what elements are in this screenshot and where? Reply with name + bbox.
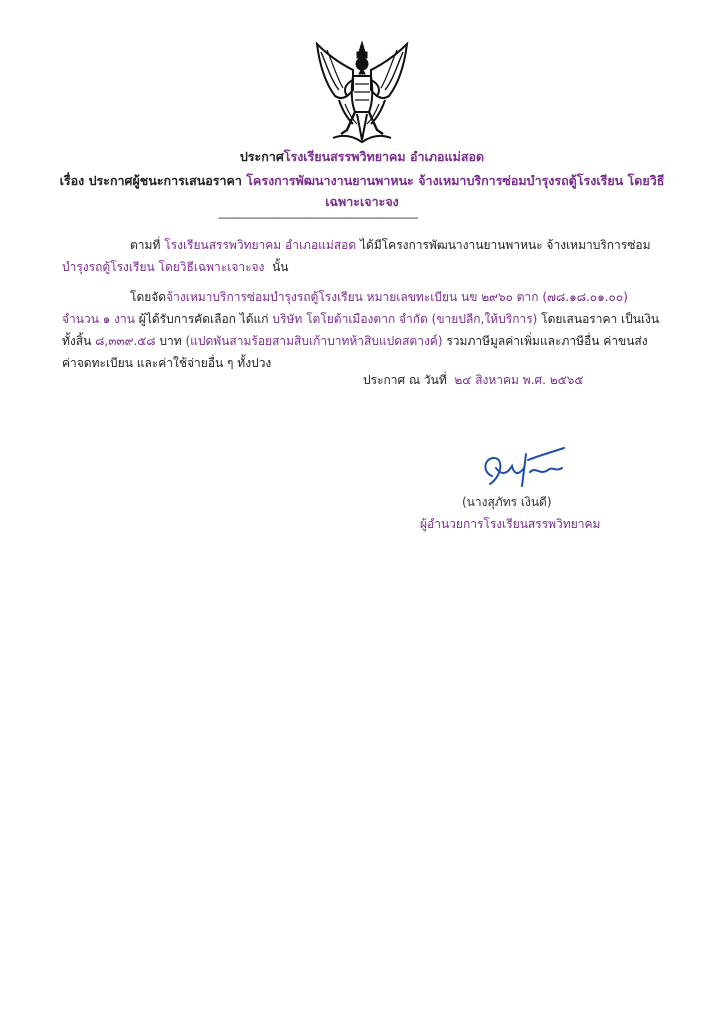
para2-quantity: จำนวน ๑ งาน: [62, 312, 135, 326]
para2-item: จ้างเหมาบริการซ่อมบำรุงรถตู้โรงเรียน หมายเลขทะเบียน นข ๒๙๖๐ ตาก (๗๘.๑๘.๐๑.๐๐): [166, 290, 628, 304]
para2-price-label: โดยเสนอราคา เป็นเงินทั้งสิ้น: [62, 312, 660, 348]
announcement-prefix: ประกาศ: [239, 149, 284, 164]
para1-lead: ตามที่: [130, 238, 161, 252]
date-value: ๒๔ สิงหาคม พ.ศ. ๒๕๖๕: [454, 373, 584, 387]
subject-project: โครงการพัฒนางานยานพาหนะ จ้างเหมาบริการซ่อมบำรุงรถตู้โรงเรียน โดยวิธีเฉพาะเจาะจง: [246, 173, 665, 209]
garuda-emblem-icon: [313, 40, 411, 144]
paragraph-award: [62, 286, 662, 374]
subject-label: เรื่อง ประกาศผู้ชนะการเสนอราคา: [59, 173, 242, 188]
paragraph-intro: [62, 234, 662, 278]
para2-amount: ๘,๓๓๙.๕๘: [95, 334, 156, 348]
para2-winner-label: ผู้ได้รับการคัดเลือก ได้แก่: [138, 312, 269, 326]
para2-lead: โดยจัด: [130, 290, 167, 304]
signatory-position: ผู้อำนวยการโรงเรียนสรรพวิทยาคม: [420, 517, 601, 531]
signature-mark: [478, 446, 568, 492]
school-name: โรงเรียนสรรพวิทยาคม อำเภอแม่สอด: [283, 149, 485, 164]
announcement-title: [40, 147, 684, 167]
announcement-subject: [54, 170, 670, 212]
signatory-name: (นางสุภัทร เงินดี): [462, 495, 552, 509]
para1-school: โรงเรียนสรรพวิทยาคม อำเภอแม่สอด: [164, 238, 357, 252]
para1-end: นั้น: [272, 260, 289, 274]
date-label: ประกาศ ณ วันที่: [363, 373, 447, 387]
para2-winner: บริษัท โตโยต้าเมืองตาก จำกัด (ขายปลีก,ให้บริการ): [272, 312, 538, 326]
announcement-date: [363, 369, 583, 391]
para2-unit: บาท: [159, 334, 182, 348]
para2-amount-words: (แปดพันสามร้อยสามสิบเก้าบาทห้าสิบแปดสตางค์): [185, 334, 443, 348]
para1-tail: บำรุงรถตู้โรงเรียน โดยวิธีเฉพาะเจาะจง: [62, 260, 265, 274]
para1-mid: ได้มีโครงการพัฒนางานยานพาหนะ จ้างเหมาบริการซ่อม: [359, 238, 651, 252]
dashed-divider: ------------------------------------------------------------------------: [218, 212, 418, 224]
para2-tail: รวมภาษีมูลค่าเพิ่มและภาษีอื่น ค่าขนส่ง ค่าจดทะเบียน และค่าใช้จ่ายอื่น ๆ ทั้งปวง: [62, 334, 648, 370]
